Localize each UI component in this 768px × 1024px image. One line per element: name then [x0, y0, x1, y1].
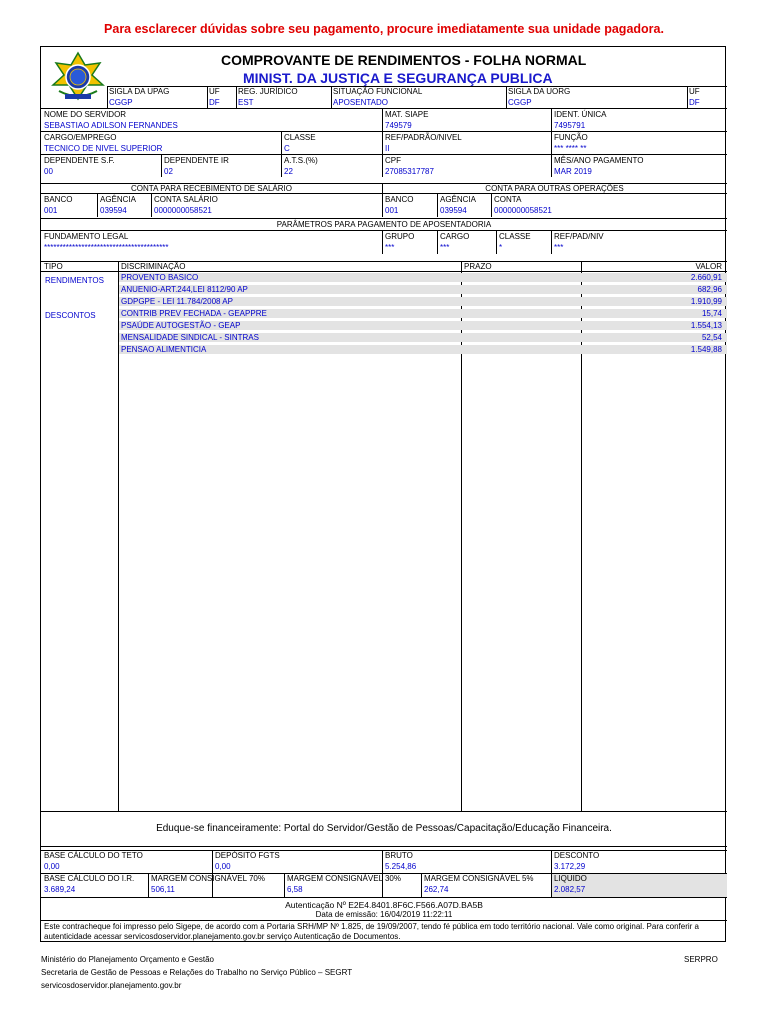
- ident-unica-value: 7495791: [554, 121, 586, 130]
- desconto-label: DESCONTO: [554, 851, 600, 860]
- liquido-value: 2.082,57: [554, 885, 586, 894]
- agencia-outras-value: 039594: [440, 206, 467, 215]
- bruto-label: BRUTO: [385, 851, 413, 860]
- uf-label: UF: [209, 87, 220, 96]
- row-valor: 682,96: [697, 285, 722, 294]
- row-desc: PENSAO ALIMENTICIA: [121, 345, 207, 354]
- ref-padrao-label: REF/PADRÃO/NIVEL: [385, 133, 462, 142]
- refpad-label: REF/PAD/NIV: [554, 232, 604, 241]
- cargo-label: CARGO/EMPREGO: [44, 133, 117, 142]
- sigla-upag-label: SIGLA DA UPAG: [109, 87, 170, 96]
- uf-value: DF: [209, 98, 220, 107]
- margem5-label: MARGEM CONSIGNÁVEL 5%: [424, 874, 534, 883]
- funcao-value: *** **** **: [554, 144, 587, 153]
- cpf-label: CPF: [385, 156, 401, 165]
- banco-outras-label: BANCO: [385, 195, 414, 204]
- fgts-value: 0,00: [215, 862, 231, 871]
- base-ir-label: BASE CÁLCULO DO I.R.: [44, 874, 135, 883]
- mat-siape-value: 749579: [385, 121, 412, 130]
- refpad-value: ***: [554, 243, 564, 252]
- valor-header: VALOR: [695, 262, 722, 271]
- fgts-label: DEPÓSITO FGTS: [215, 851, 280, 860]
- liquido-label: LIQUIDO: [554, 874, 587, 883]
- margem70-label: MARGEM CONSIGNÁVEL 70%: [151, 874, 265, 883]
- ats-label: A.T.S.(%): [284, 156, 318, 165]
- fundamento-value: ****************************************: [44, 243, 169, 252]
- grupo-label: GRUPO: [385, 232, 415, 241]
- dep-sf-label: DEPENDENTE S.F.: [44, 156, 115, 165]
- conta-salario-value: 0000000058521: [154, 206, 212, 215]
- disclaimer-text: Este contracheque foi impresso pelo Sigepe, de acordo com a Portaria SRH/MP Nº 1.825, de 19/09/2007, tendo fé pública em todo território nacional. Vale como original. Para conferir a autenticidade acessar servicosdoservidor.planejamento.gov.br serviço Autenticação de Documentos.: [44, 922, 699, 941]
- base-teto-value: 0,00: [44, 862, 60, 871]
- data-emissao-text: Data de emissão: 16/04/2019 11:22:11: [315, 910, 453, 919]
- agencia-label: AGÊNCIA: [100, 195, 137, 204]
- prazo-header: PRAZO: [464, 262, 492, 271]
- bruto-value: 5.254,86: [385, 862, 417, 871]
- cargo-value: TECNICO DE NIVEL SUPERIOR: [44, 144, 163, 153]
- classe-value: C: [284, 144, 290, 153]
- reg-juridico-value: EST: [238, 98, 254, 107]
- row-valor: 2.660,91: [690, 273, 722, 282]
- reg-juridico-label: REG. JURÍDICO: [238, 87, 298, 96]
- uf2-value: DF: [689, 98, 700, 107]
- agencia-value: 039594: [100, 206, 127, 215]
- banco-label: BANCO: [44, 195, 73, 204]
- margem70-value: 506,11: [151, 885, 175, 894]
- row-desc: CONTRIB PREV FECHADA - GEAPPRE: [121, 309, 267, 318]
- nome-servidor-value: SEBASTIAO ADILSON FERNANDES: [44, 121, 178, 130]
- ident-unica-label: IDENT. ÚNICA: [554, 110, 607, 119]
- conta-outras-title: CONTA PARA OUTRAS OPERAÇÕES: [485, 184, 624, 193]
- aposentadoria-title: PARÂMETROS PARA PAGAMENTO DE APOSENTADORIA: [276, 220, 492, 229]
- footer-site: servicosdoservidor.planejamento.gov.br: [41, 981, 182, 990]
- classe-apos-value: *: [499, 243, 503, 252]
- mes-ano-value: MAR 2019: [554, 167, 592, 176]
- discriminacao-header: DISCRIMINAÇÃO: [121, 262, 186, 271]
- row-desc: PSAÚDE AUTOGESTÃO - GEAP: [121, 321, 241, 330]
- tipo-descontos: DESCONTOS: [45, 311, 96, 320]
- payment-notice: Para esclarecer dúvidas sobre seu pagamento, procure imediatamente sua unidade pagadora.: [104, 22, 664, 36]
- row-valor: 1.554,13: [690, 321, 722, 330]
- base-ir-value: 3.689,24: [44, 885, 76, 894]
- row-desc: MENSALIDADE SINDICAL - SINTRAS: [121, 333, 259, 342]
- funcao-label: FUNÇÃO: [554, 133, 588, 142]
- classe-label: CLASSE: [284, 133, 316, 142]
- autenticacao-text: Autenticação Nº E2E4.8401.8F6C.F566.A07D.BA5B: [285, 900, 483, 910]
- dep-sf-value: 00: [44, 167, 53, 176]
- footer-ministerio: Ministério do Planejamento Orçamento e Gestão: [41, 955, 214, 964]
- tipo-header: TIPO: [44, 262, 63, 271]
- cpf-value: 27085317787: [385, 167, 434, 176]
- base-teto-label: BASE CÁLCULO DO TETO: [44, 851, 143, 860]
- cargo-apos-label: CARGO: [440, 232, 470, 241]
- dep-ir-label: DEPENDENTE IR: [164, 156, 229, 165]
- uf2-label: UF: [689, 87, 700, 96]
- row-desc: GDPGPE - LEI 11.784/2008 AP: [121, 297, 233, 306]
- row-valor: 52,54: [701, 333, 722, 342]
- conta-salario-label: CONTA SALÁRIO: [154, 195, 218, 204]
- tipo-rendimentos: RENDIMENTOS: [45, 276, 104, 285]
- payslip-document: [40, 46, 726, 942]
- margem30-label: MARGEM CONSIGNÁVEL 30%: [287, 874, 401, 883]
- grupo-value: ***: [385, 243, 395, 252]
- table-row: [119, 273, 727, 282]
- cargo-apos-value: ***: [440, 243, 450, 252]
- banco-value: 001: [44, 206, 58, 215]
- classe-apos-label: CLASSE: [499, 232, 531, 241]
- margem30-value: 6,58: [287, 885, 303, 894]
- margem5-value: 262,74: [424, 885, 449, 894]
- row-valor: 15,74: [701, 309, 722, 318]
- sigla-uorg-value: CGGP: [508, 98, 532, 107]
- situacao-value: APOSENTADO: [333, 98, 388, 107]
- row-desc: ANUENIO-ART.244,LEI 8112/90 AP: [121, 285, 248, 294]
- ministry-title: MINIST. DA JUSTIÇA E SEGURANÇA PUBLICA: [243, 70, 553, 86]
- ats-value: 22: [284, 167, 293, 176]
- table-row: [119, 345, 727, 354]
- educacao-financeira-text: Eduque-se financeiramente: Portal do Servidor/Gestão de Pessoas/Capacitação/Educação Financeira.: [156, 823, 612, 834]
- document-title: COMPROVANTE DE RENDIMENTOS - FOLHA NORMAL: [221, 52, 587, 68]
- dep-ir-value: 02: [164, 167, 173, 176]
- conta-salario-title: CONTA PARA RECEBIMENTO DE SALÁRIO: [131, 184, 292, 193]
- conta-outras-value: 0000000058521: [494, 206, 552, 215]
- agencia-outras-label: AGÊNCIA: [440, 195, 477, 204]
- desconto-value: 3.172,29: [554, 862, 586, 871]
- fundamento-label: FUNDAMENTO LEGAL: [44, 232, 129, 241]
- coat-of-arms-icon: [45, 51, 111, 103]
- row-valor: 1.910,99: [690, 297, 722, 306]
- nome-servidor-label: NOME DO SERVIDOR: [44, 110, 127, 119]
- situacao-label: SITUAÇÃO FUNCIONAL: [333, 87, 423, 96]
- footer-secretaria: Secretaria de Gestão de Pessoas e Relações do Trabalho no Serviço Público – SEGRT: [41, 968, 353, 977]
- sigla-uorg-label: SIGLA DA UORG: [508, 87, 571, 96]
- footer-serpro: SERPRO: [684, 955, 718, 964]
- row-valor: 1.549,88: [690, 345, 722, 354]
- sigla-upag-value: CGGP: [109, 98, 133, 107]
- ref-padrao-value: II: [385, 144, 390, 153]
- mat-siape-label: MAT. SIAPE: [385, 110, 429, 119]
- mes-ano-label: MÊS/ANO PAGAMENTO: [554, 156, 644, 165]
- row-desc: PROVENTO BASICO: [121, 273, 199, 282]
- conta-outras-label: CONTA: [494, 195, 522, 204]
- banco-outras-value: 001: [385, 206, 399, 215]
